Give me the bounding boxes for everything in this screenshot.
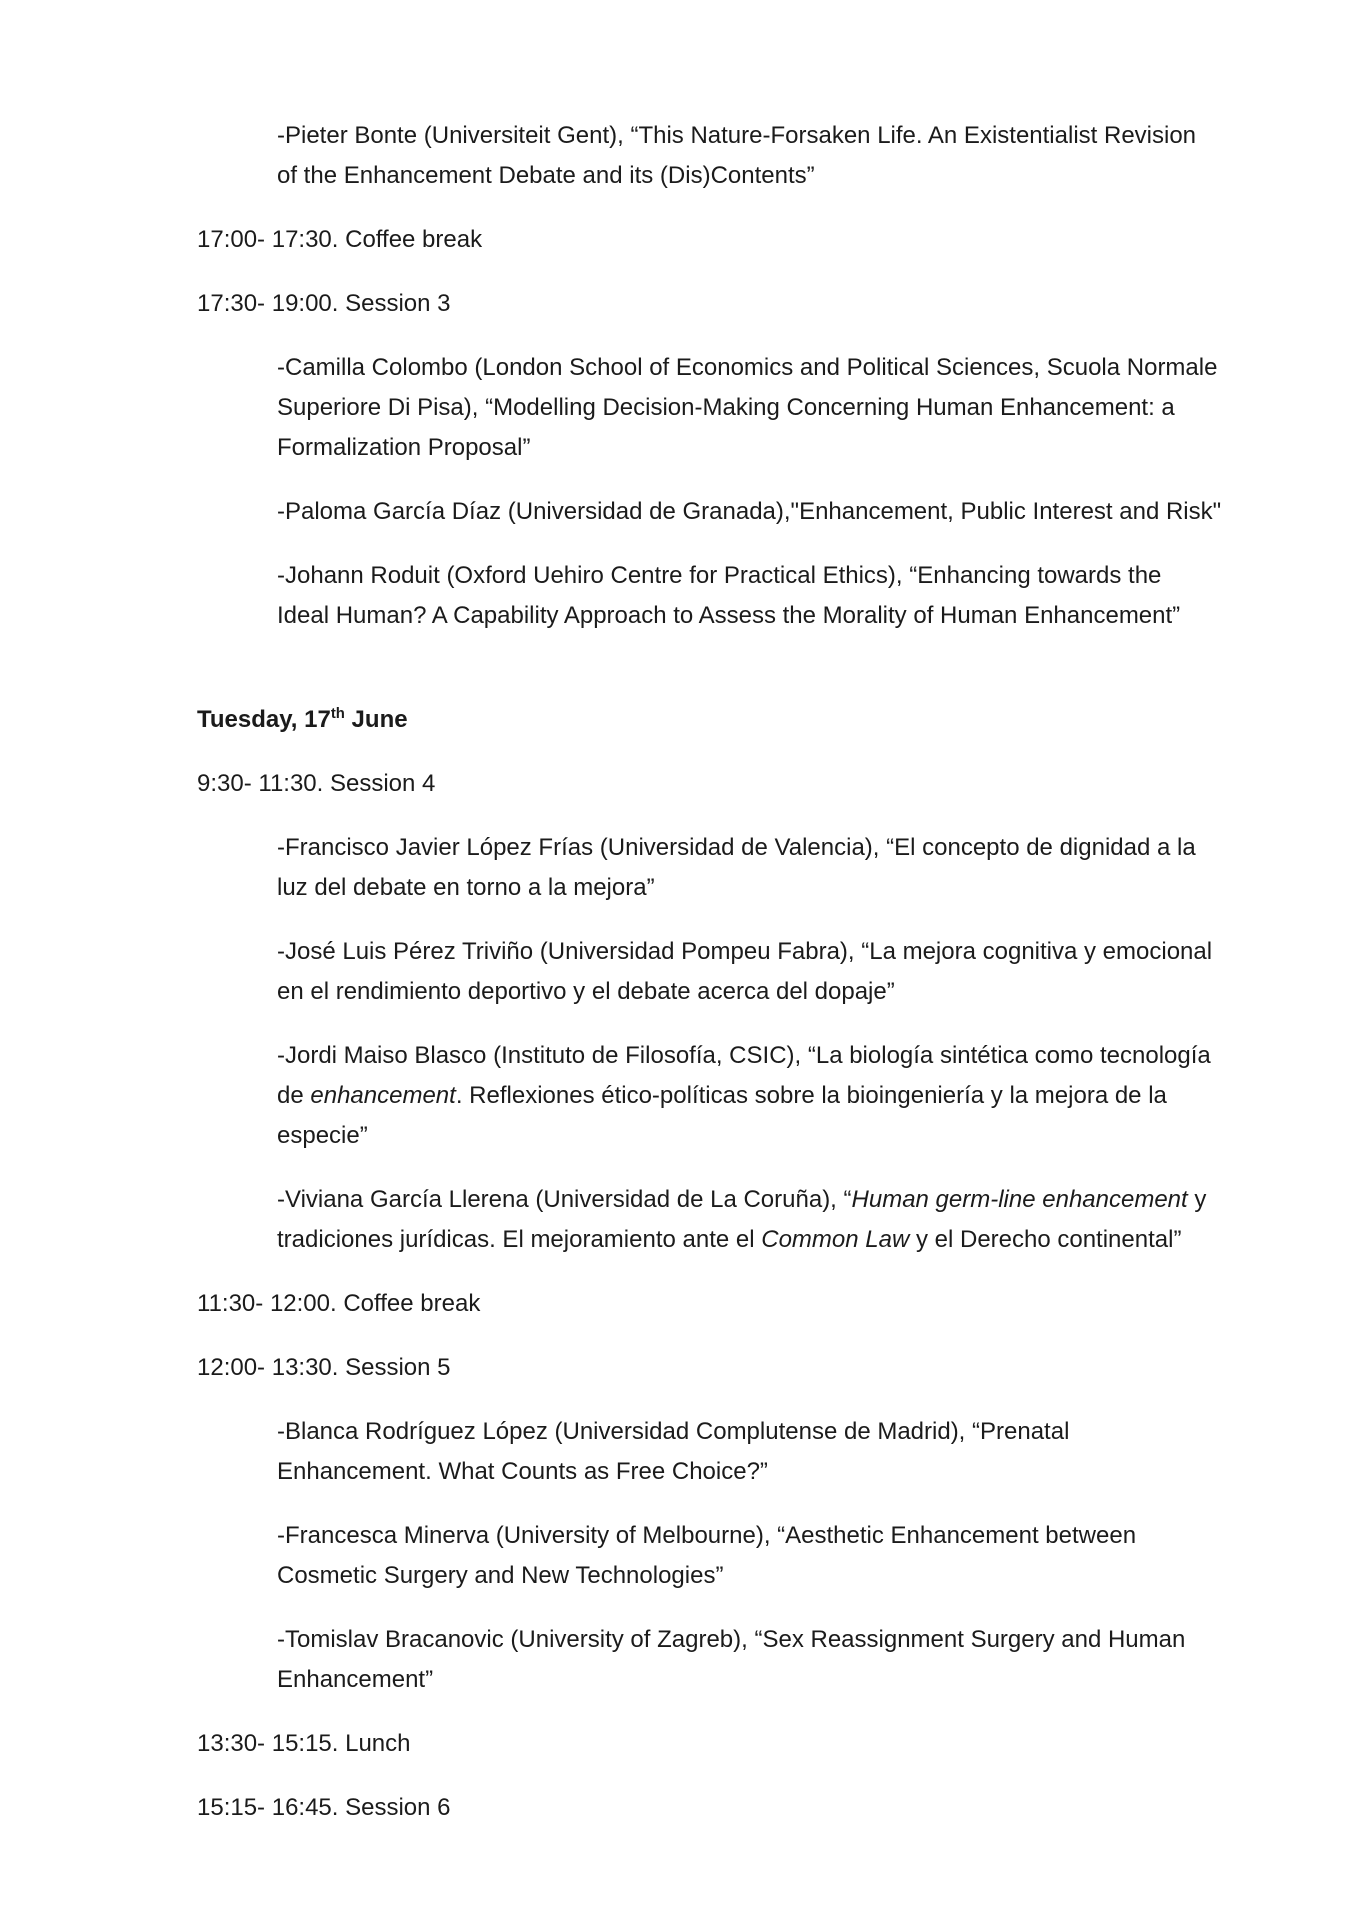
text-run: en el rendimiento deportivo y el debate acerca del dopaje” [277,978,895,1005]
text-line [277,972,1238,1012]
text-run: Superiore Di Pisa), “Modelling Decision-Making Concerning Human Enhancement: a [277,394,1175,421]
text-line [197,220,1238,260]
text-line [197,700,1238,740]
text-run: Cosmetic Surgery and New Technologies” [277,1562,724,1589]
time-slot [197,1788,1238,1828]
text-line [277,1076,1238,1116]
text-run: -Jordi Maiso Blasco (Instituto de Filosofía, CSIC), “La biología sintética como tecnología [277,1042,1211,1069]
text-line [277,1516,1238,1556]
text-run: Tuesday, 17 [197,706,331,733]
text-line [197,1348,1238,1388]
text-run: -Viviana García Llerena (Universidad de La Coruña), “ [277,1186,852,1213]
text-line [277,348,1238,388]
text-line [277,1180,1238,1220]
text-line [277,1660,1238,1700]
talk-entry [277,1620,1238,1700]
text-line [277,1412,1238,1452]
time-slot [197,284,1238,324]
text-line [277,1220,1238,1260]
talk-entry [277,556,1238,636]
text-run: 13:30- 15:15. Lunch [197,1730,411,1757]
text-line [197,764,1238,804]
text-line [277,388,1238,428]
italic-text-run: Human germ-line enhancement [851,1186,1188,1213]
text-run: de [277,1082,311,1109]
text-line [277,868,1238,908]
text-run: -Francesca Minerva (University of Melbourne), “Aesthetic Enhancement between [277,1522,1137,1549]
talk-entry [277,1180,1238,1260]
text-line [277,596,1238,636]
text-line [277,932,1238,972]
text-run: 9:30- 11:30. Session 4 [197,770,436,797]
text-line [277,116,1238,156]
text-run: of the Enhancement Debate and its (Dis)Contents” [277,162,815,189]
text-run: 11:30- 12:00. Coffee break [197,1290,481,1317]
day-heading [197,700,1238,740]
text-run: 15:15- 16:45. Session 6 [197,1794,451,1821]
text-run: Formalization Proposal” [277,434,531,461]
italic-text-run: enhancement [310,1082,456,1109]
text-run: -Camilla Colombo (London School of Economics and Political Sciences, Scuola Normale [277,354,1218,381]
talk-entry [277,492,1238,532]
text-line [277,1116,1238,1156]
text-run: Enhancement” [277,1666,434,1693]
text-run: 17:00- 17:30. Coffee break [197,226,483,253]
text-run: Ideal Human? A Capability Approach to Assess the Morality of Human Enhancement” [277,602,1181,629]
text-line [197,1724,1238,1764]
text-run: -Blanca Rodríguez López (Universidad Complutense de Madrid), “Prenatal [277,1418,1070,1445]
text-run: 12:00- 13:30. Session 5 [197,1354,451,1381]
text-run: y [1187,1186,1207,1213]
text-line [277,828,1238,868]
text-run: Enhancement. What Counts as Free Choice?” [277,1458,768,1485]
text-run: -José Luis Pérez Triviño (Universidad Pompeu Fabra), “La mejora cognitiva y emocional [277,938,1213,965]
text-run: -Pieter Bonte (Universiteit Gent), “This Nature-Forsaken Life. An Existentialist Revision [277,122,1197,149]
text-run: -Tomislav Bracanovic (University of Zagreb), “Sex Reassignment Surgery and Human [277,1626,1186,1653]
text-run: -Johann Roduit (Oxford Uehiro Centre for Practical Ethics), “Enhancing towards the [277,562,1162,589]
text-line [277,156,1238,196]
talk-entry [277,1412,1238,1492]
italic-text-run: Common Law [761,1226,910,1253]
text-run: y el Derecho continental” [909,1226,1182,1253]
text-run: June [344,706,408,733]
text-run: luz del debate en torno a la mejora” [277,874,655,901]
schedule-day-listing [197,116,1238,1828]
text-line [197,1284,1238,1324]
time-slot [197,1348,1238,1388]
text-run: 17:30- 19:00. Session 3 [197,290,451,317]
text-line [277,1620,1238,1660]
text-line [277,556,1238,596]
text-run: . Reflexiones ético-políticas sobre la bioingeniería y la mejora de la [455,1082,1167,1109]
text-line [277,1036,1238,1076]
time-slot [197,220,1238,260]
talk-entry [277,932,1238,1012]
text-run: -Francisco Javier López Frías (Universidad de Valencia), “El concepto de dignidad a la [277,834,1196,861]
time-slot [197,1284,1238,1324]
time-slot [197,1724,1238,1764]
text-run: especie” [277,1122,368,1149]
text-line [277,492,1238,532]
text-line [277,1452,1238,1492]
text-run: tradiciones jurídicas. El mejoramiento ante el [277,1226,762,1253]
talk-entry [277,348,1238,468]
text-run: -Paloma García Díaz (Universidad de Granada),"Enhancement, Public Interest and Risk" [277,498,1222,525]
text-line [277,1556,1238,1596]
talk-entry [277,828,1238,908]
text-line [197,1788,1238,1828]
talk-entry [277,1516,1238,1596]
talk-entry [277,116,1238,196]
text-line [197,284,1238,324]
text-line [277,428,1238,468]
talk-entry [277,1036,1238,1156]
time-slot [197,764,1238,804]
superscript-text-run: th [330,706,345,722]
